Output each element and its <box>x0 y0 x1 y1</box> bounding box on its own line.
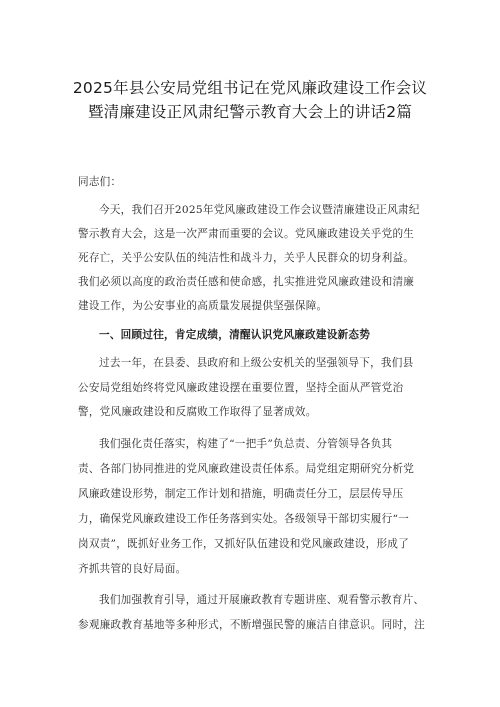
paragraph-line: 岗双责”，既抓好业务工作，又抓好队伍建设和党风廉政建设，形成了 <box>78 538 409 550</box>
paragraph-line: 风廉政建设形势，制定工作计划和措施，明确责任分工，层层传导压 <box>78 488 404 500</box>
paragraph-line: 过去一年，在县委、县政府和上级公安机关的坚强领导下，我们县 <box>99 357 414 369</box>
paragraph-line: 我们必须以高度的政治责任感和使命感，扎实推进党风廉政建设和清廉 <box>78 276 415 288</box>
document-title-line-2: 暨清廉建设正风肃纪警示教育大会上的讲话2篇 <box>87 103 413 121</box>
salutation: 同志们： <box>78 176 122 188</box>
section-heading: 一、回顾过往，肯定成绩，清醒认识党风廉政建设新态势 <box>99 329 371 341</box>
paragraph-line: 力，确保党风廉政建设工作任务落到实处。各级领导干部切实履行“一 <box>78 513 409 525</box>
paragraph-line: 今天，我们召开2025年党风廉政建设工作会议暨清廉建设正风肃纪 <box>99 204 420 216</box>
paragraph-line: 警，党风廉政建设和反腐败工作取得了显著成效。 <box>78 406 317 418</box>
paragraph-line: 死存亡，关乎公安队伍的纯洁性和战斗力，关乎人民群众的切身利益。 <box>78 252 415 264</box>
document-title-line-1: 2025年县公安局党组书记在党风廉政建设工作会议 <box>72 79 428 97</box>
paragraph-line: 责、各部门协同推进的党风廉政建设责任体系。局党组定期研究分析党 <box>78 463 415 475</box>
paragraph-line: 我们加强教育引导，通过开展廉政教育专题讲座、观看警示教育片、 <box>99 594 425 606</box>
paragraph-line: 警示教育大会，这是一次严肃而重要的会议。党风廉政建设关乎党的生 <box>78 228 415 240</box>
paragraph-line: 公安局党组始终将党风廉政建设摆在重要位置，坚持全面从严管党治 <box>78 382 404 394</box>
paragraph-line: 参观廉政教育基地等多种形式，不断增强民警的廉洁自律意识。同时，注 <box>78 619 425 631</box>
paragraph-line: 我们强化责任落实，构建了“一把手”负总责、分管领导各负其 <box>99 438 393 450</box>
paragraph-line: 建设工作，为公安事业的高质量发展提供坚强保障。 <box>78 300 328 312</box>
paragraph-line: 齐抓共管的良好局面。 <box>78 563 187 575</box>
